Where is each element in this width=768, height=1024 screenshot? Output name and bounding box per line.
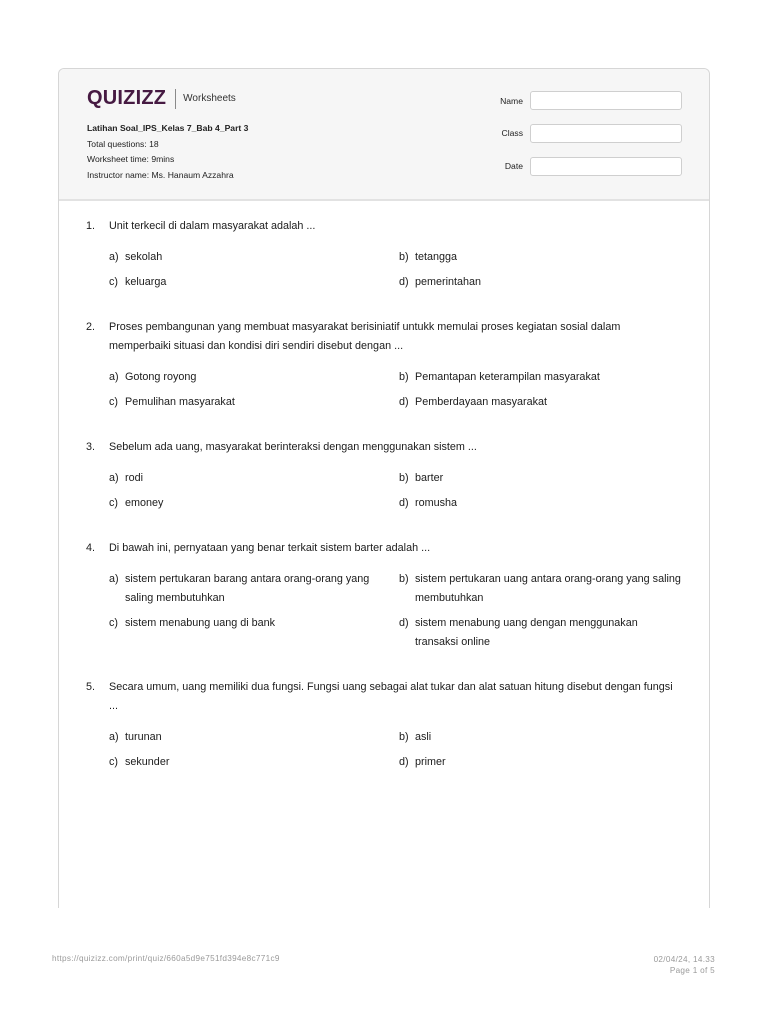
- option-text: sekunder: [125, 756, 170, 768]
- option-letter: c): [109, 617, 118, 629]
- option-text: rodi: [125, 472, 144, 484]
- option-text: emoney: [125, 497, 164, 509]
- option-letter: a): [109, 472, 119, 484]
- option-letter: d): [399, 756, 409, 768]
- page-number: Page 1 of 5: [669, 966, 715, 975]
- date-field[interactable]: [530, 157, 682, 176]
- option-letter: a): [109, 251, 119, 263]
- question-number: 4.: [86, 542, 96, 554]
- option-text: asli: [415, 731, 432, 743]
- worksheet-meta: [87, 121, 248, 183]
- name-label: Name: [500, 96, 523, 106]
- option-letter: d): [399, 396, 409, 408]
- question-text: Di bawah ini, pernyataan yang benar terkait sistem barter adalah ...: [109, 542, 431, 554]
- option-text: sistem pertukaran uang antara orang-orang yang saling membutuhkan: [415, 573, 681, 604]
- option-text: pemerintahan: [415, 276, 482, 288]
- option-text: romusha: [415, 497, 458, 509]
- option-letter: c): [109, 756, 118, 768]
- option-text: Pemberdayaan masyarakat: [415, 396, 548, 408]
- option-text: sistem pertukaran barang antara orang-orang yang saling membutuhkan: [125, 573, 370, 604]
- name-field[interactable]: [530, 91, 682, 110]
- option-text: sistem menabung uang di bank: [125, 617, 276, 629]
- question-text: Sebelum ada uang, masyarakat berinteraksi dengan menggunakan sistem ...: [109, 441, 477, 453]
- worksheet-title: Latihan Soal_IPS_Kelas 7_Bab 4_Part 3: [87, 123, 249, 133]
- brand-divider: [175, 89, 176, 109]
- option-text: sistem menabung uang dengan menggunakan transaksi online: [415, 617, 638, 648]
- worksheet-time: Worksheet time: 9mins: [87, 154, 175, 164]
- question-number: 3.: [86, 441, 96, 453]
- question-number: 1.: [86, 220, 96, 232]
- quizizz-logo: QUIZIZZ: [87, 87, 167, 109]
- question-number: 5.: [86, 681, 96, 693]
- option-text: primer: [415, 756, 446, 768]
- option-letter: a): [109, 731, 119, 743]
- option-letter: c): [109, 276, 118, 288]
- option-letter: b): [399, 472, 409, 484]
- option-letter: d): [399, 617, 409, 629]
- option-text: turunan: [125, 731, 162, 743]
- instructor-name: Instructor name: Ms. Hanaum Azzahra: [87, 169, 234, 180]
- question-text: Unit terkecil di dalam masyarakat adalah ...: [109, 220, 316, 232]
- option-letter: b): [399, 731, 409, 743]
- total-questions: Total questions: 18: [87, 138, 159, 149]
- option-letter: c): [109, 497, 118, 509]
- option-letter: c): [109, 396, 118, 408]
- option-letter: a): [109, 371, 119, 383]
- option-text: tetangga: [415, 251, 458, 263]
- option-letter: b): [399, 371, 409, 383]
- class-label: Class: [501, 128, 523, 138]
- option-text: sekolah: [125, 251, 163, 263]
- class-field[interactable]: [530, 124, 682, 143]
- worksheet-page: [58, 68, 710, 908]
- option-letter: d): [399, 497, 409, 509]
- option-letter: b): [399, 573, 409, 585]
- footer-datetime: 02/04/24, 14.33: [653, 955, 715, 964]
- date-label: Date: [504, 161, 523, 171]
- question-text: Secara umum, uang memiliki dua fungsi. Fungsi uang sebagai alat tukar dan alat satuan hitung disebut dengan fungsi ...: [109, 681, 673, 712]
- brand: [87, 87, 236, 110]
- option-text: Pemantapan keterampilan masyarakat: [415, 371, 600, 383]
- option-text: Pemulihan masyarakat: [125, 396, 235, 408]
- footer-meta: [654, 954, 715, 976]
- option-text: Gotong royong: [125, 371, 197, 383]
- option-text: barter: [415, 472, 444, 484]
- question-number: 2.: [86, 321, 96, 333]
- option-letter: b): [399, 251, 409, 263]
- option-text: keluarga: [125, 276, 167, 288]
- option-letter: d): [399, 276, 409, 288]
- question-text: Proses pembangunan yang membuat masyarakat berisiniatif untukk memulai proses kegiatan sosial dalam memperbaiki situasi dan kondisi diri sendiri disebut dengan ...: [109, 321, 621, 352]
- footer-url[interactable]: https://quizizz.com/print/quiz/660a5d9e751fd394e8c771c9: [52, 954, 280, 963]
- option-letter: a): [109, 573, 119, 585]
- worksheet-header: [59, 69, 709, 201]
- brand-tag: Worksheets: [183, 93, 236, 104]
